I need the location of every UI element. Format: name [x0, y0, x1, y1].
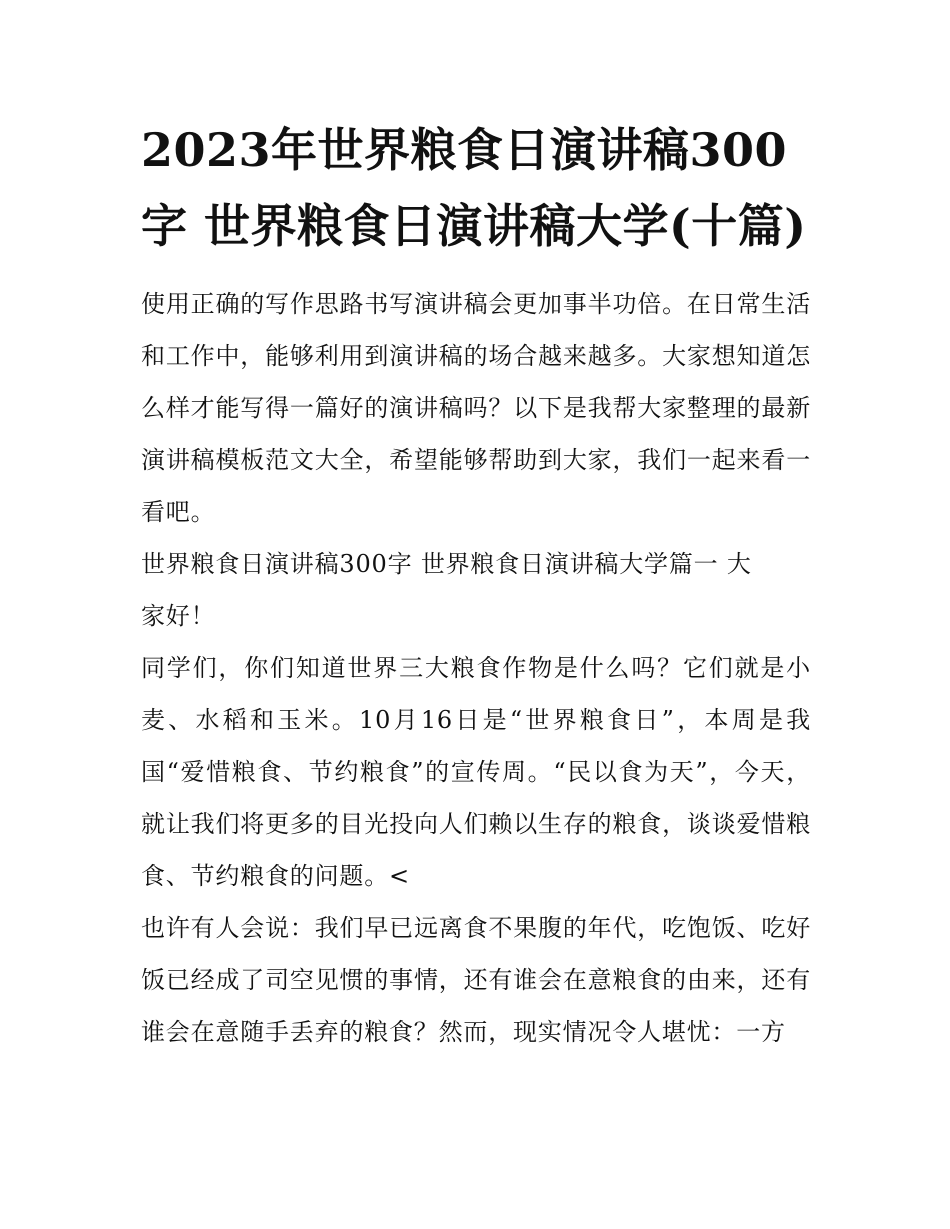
body-paragraph: 同学们，你们知道世界三大粮食作物是什么吗？它们就是小麦、水稻和玉米。10月16日是“世界粮食日”，本周是我国“爱惜粮食、节约粮食”的宣传周。“民以食为天”，今天，就让我们将更多的目光投向人们赖以生存的粮食，谈谈爱惜粮食、节约粮食的问题。< — [141, 654, 811, 890]
document-title: 2023年世界粮食日演讲稿300字 世界粮食日演讲稿大学(十篇) — [141, 123, 807, 253]
intro-paragraph: 使用正确的写作思路书写演讲稿会更加事半功倍。在日常生活和工作中，能够利用到演讲稿的场合越来越多。大家想知道怎么样才能写得一篇好的演讲稿吗？以下是我帮大家整理的最新演讲稿模板范文大全，希望能够帮助到大家，我们一起来看一看吧。 — [141, 290, 811, 526]
section-heading: 世界粮食日演讲稿300字 世界粮食日演讲稿大学篇一 大家好！ — [141, 550, 752, 630]
body-paragraph: 也许有人会说：我们早已远离食不果腹的年代，吃饱饭、吃好饭已经成了司空见惯的事情，还有谁会在意粮食的由来，还有谁会在意随手丢弃的粮食？然而，现实情况令人堪忧：一方 — [141, 914, 811, 1046]
document-page — [141, 112, 811, 1058]
